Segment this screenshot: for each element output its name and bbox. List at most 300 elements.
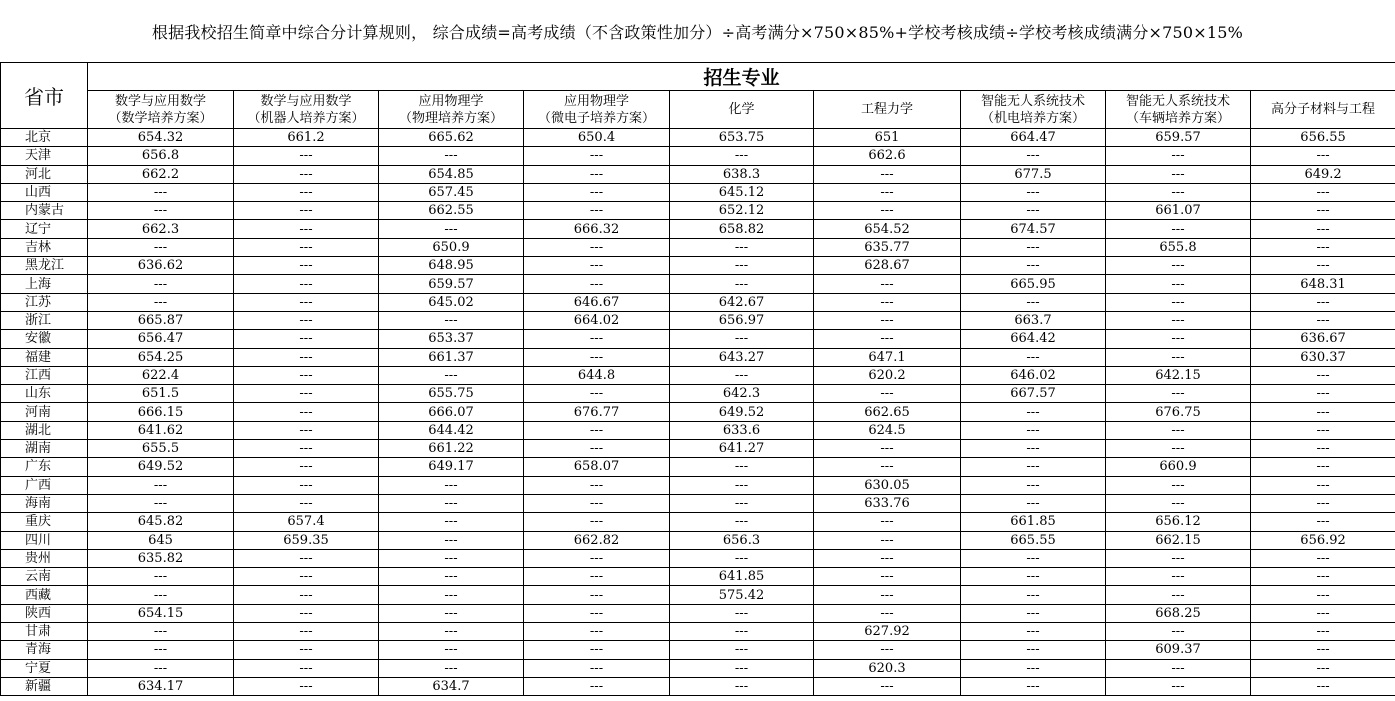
score-cell: 642.3	[670, 385, 814, 403]
score-cell: ---	[670, 147, 814, 165]
score-cell: 654.25	[88, 348, 234, 366]
score-cell: ---	[1251, 513, 1395, 531]
score-cell: ---	[234, 220, 379, 238]
score-cell: ---	[379, 549, 524, 567]
score-cell: ---	[524, 440, 670, 458]
column-header-line2: （物理培养方案）	[398, 110, 503, 126]
score-cell: ---	[234, 659, 379, 677]
province-cell: 新疆	[1, 677, 88, 695]
score-cell: 656.47	[88, 330, 234, 348]
score-cell: 677.5	[961, 165, 1106, 183]
score-cell: 661.85	[961, 513, 1106, 531]
table-row	[1, 421, 1395, 439]
column-header	[1106, 91, 1251, 129]
score-cell: 658.07	[524, 458, 670, 476]
score-cell: ---	[234, 183, 379, 201]
score-cell: 656.12	[1106, 513, 1251, 531]
score-cell: 665.55	[961, 531, 1106, 549]
score-cell: 649.2	[1251, 165, 1395, 183]
score-cell: ---	[88, 183, 234, 201]
score-cell: 665.95	[961, 275, 1106, 293]
score-cell: 628.67	[814, 257, 961, 275]
score-cell: ---	[814, 604, 961, 622]
score-cell: ---	[814, 440, 961, 458]
table-row	[1, 202, 1395, 220]
province-cell: 江西	[1, 366, 88, 384]
province-cell: 辽宁	[1, 220, 88, 238]
column-header-line1: 智能无人系统技术	[980, 93, 1085, 109]
score-cell: 653.75	[670, 129, 814, 147]
table-row	[1, 458, 1395, 476]
score-cell: ---	[1106, 586, 1251, 604]
score-cell: 662.55	[379, 202, 524, 220]
score-cell: ---	[670, 238, 814, 256]
province-cell: 湖北	[1, 421, 88, 439]
score-cell: ---	[234, 275, 379, 293]
province-cell: 重庆	[1, 513, 88, 531]
score-cell: ---	[1106, 494, 1251, 512]
score-cell: ---	[234, 641, 379, 659]
score-cell: 641.27	[670, 440, 814, 458]
table-row	[1, 385, 1395, 403]
score-cell: ---	[234, 348, 379, 366]
column-header-line1: 高分子材料与工程	[1271, 102, 1376, 117]
score-cell: ---	[1251, 220, 1395, 238]
score-cell: ---	[961, 568, 1106, 586]
province-cell: 云南	[1, 568, 88, 586]
score-cell: ---	[1106, 659, 1251, 677]
score-cell: ---	[670, 623, 814, 641]
score-cell: ---	[379, 147, 524, 165]
table-row	[1, 293, 1395, 311]
score-cell: ---	[88, 641, 234, 659]
score-cell: ---	[1251, 586, 1395, 604]
score-cell: 660.9	[1106, 458, 1251, 476]
score-cell: 635.77	[814, 238, 961, 256]
column-header-line1: 数学与应用数学	[260, 93, 352, 109]
score-cell: ---	[961, 348, 1106, 366]
score-cell: ---	[1251, 366, 1395, 384]
score-cell: 657.45	[379, 183, 524, 201]
score-cell: ---	[1106, 183, 1251, 201]
score-cell: ---	[234, 257, 379, 275]
score-cell: ---	[670, 257, 814, 275]
score-cell: ---	[234, 568, 379, 586]
score-cell: ---	[1106, 440, 1251, 458]
score-cell: ---	[524, 202, 670, 220]
score-cell: ---	[234, 385, 379, 403]
table-row	[1, 147, 1395, 165]
score-cell: ---	[1106, 311, 1251, 329]
province-cell: 贵州	[1, 549, 88, 567]
score-cell: ---	[670, 275, 814, 293]
score-cell: ---	[814, 549, 961, 567]
column-header-line2: （车辆培养方案）	[1125, 110, 1230, 126]
province-cell: 山西	[1, 183, 88, 201]
column-header	[670, 91, 814, 129]
table-row	[1, 220, 1395, 238]
score-cell: ---	[379, 220, 524, 238]
province-cell: 内蒙古	[1, 202, 88, 220]
score-cell: ---	[670, 330, 814, 348]
score-cell: 651.5	[88, 385, 234, 403]
score-cell: ---	[524, 330, 670, 348]
score-cell: ---	[524, 659, 670, 677]
score-cell: ---	[379, 366, 524, 384]
score-cell: 641.62	[88, 421, 234, 439]
score-cell: ---	[524, 238, 670, 256]
score-cell: 661.22	[379, 440, 524, 458]
score-cell: ---	[524, 568, 670, 586]
score-cell: ---	[88, 494, 234, 512]
score-cell: ---	[379, 476, 524, 494]
score-cell: ---	[1251, 568, 1395, 586]
score-cell: ---	[379, 513, 524, 531]
score-cell: 646.67	[524, 293, 670, 311]
score-cell: ---	[961, 183, 1106, 201]
table-row	[1, 586, 1395, 604]
score-cell: ---	[234, 549, 379, 567]
score-cell: ---	[379, 311, 524, 329]
score-cell: ---	[1251, 403, 1395, 421]
score-cell: 634.17	[88, 677, 234, 695]
column-header	[1251, 91, 1395, 129]
score-cell: ---	[1106, 421, 1251, 439]
score-cell: ---	[1106, 677, 1251, 695]
score-cell: ---	[1106, 385, 1251, 403]
score-cell: 659.57	[1106, 129, 1251, 147]
score-cell: ---	[88, 275, 234, 293]
province-cell: 安徽	[1, 330, 88, 348]
table-row	[1, 641, 1395, 659]
score-cell: 662.15	[1106, 531, 1251, 549]
score-cell: ---	[1251, 257, 1395, 275]
score-cell: ---	[234, 677, 379, 695]
score-cell: ---	[961, 659, 1106, 677]
score-cell: ---	[961, 238, 1106, 256]
score-cell: 644.42	[379, 421, 524, 439]
table-row	[1, 494, 1395, 512]
score-cell: 665.87	[88, 311, 234, 329]
score-cell: ---	[814, 677, 961, 695]
score-cell: 667.57	[961, 385, 1106, 403]
score-cell: ---	[814, 183, 961, 201]
score-cell: 641.85	[670, 568, 814, 586]
score-cell: ---	[1106, 220, 1251, 238]
score-cell: ---	[670, 494, 814, 512]
score-cell: 636.62	[88, 257, 234, 275]
column-header-line1: 数学与应用数学	[114, 93, 206, 109]
score-cell: ---	[1251, 202, 1395, 220]
score-cell: 642.67	[670, 293, 814, 311]
score-cell: ---	[234, 293, 379, 311]
score-cell: ---	[234, 147, 379, 165]
province-cell: 湖南	[1, 440, 88, 458]
score-cell: ---	[234, 165, 379, 183]
score-cell: ---	[1106, 348, 1251, 366]
province-cell: 宁夏	[1, 659, 88, 677]
score-cell: 620.2	[814, 366, 961, 384]
table-row	[1, 531, 1395, 549]
score-cell: ---	[1106, 293, 1251, 311]
column-header	[88, 91, 234, 129]
table-row	[1, 623, 1395, 641]
score-cell: 622.4	[88, 366, 234, 384]
score-cell: ---	[814, 293, 961, 311]
score-cell: ---	[524, 513, 670, 531]
province-cell: 上海	[1, 275, 88, 293]
score-cell: 656.3	[670, 531, 814, 549]
table-head	[1, 63, 1395, 129]
score-cell: 665.62	[379, 129, 524, 147]
score-cell: ---	[1251, 659, 1395, 677]
table-row	[1, 549, 1395, 567]
column-header	[961, 91, 1106, 129]
score-cell: ---	[524, 623, 670, 641]
column-header-line2: （微电子培养方案）	[537, 110, 655, 126]
table-row	[1, 330, 1395, 348]
score-cell: ---	[1251, 641, 1395, 659]
score-cell: ---	[814, 641, 961, 659]
score-cell: ---	[234, 476, 379, 494]
score-cell: 638.3	[670, 165, 814, 183]
column-header-row	[1, 91, 1395, 129]
score-cell: ---	[379, 623, 524, 641]
score-cell: ---	[814, 586, 961, 604]
score-cell: 651	[814, 129, 961, 147]
score-cell: 630.37	[1251, 348, 1395, 366]
score-cell: ---	[524, 165, 670, 183]
score-cell: ---	[524, 348, 670, 366]
score-cell: ---	[234, 366, 379, 384]
column-header-line1: 化学	[728, 102, 755, 117]
score-cell: ---	[88, 568, 234, 586]
table-row	[1, 440, 1395, 458]
score-cell: ---	[1106, 330, 1251, 348]
column-header	[814, 91, 961, 129]
score-cell: ---	[961, 403, 1106, 421]
score-cell: 643.27	[670, 348, 814, 366]
table-row	[1, 165, 1395, 183]
province-cell: 河南	[1, 403, 88, 421]
score-cell: 659.35	[234, 531, 379, 549]
score-cell: ---	[1251, 385, 1395, 403]
score-cell: 654.15	[88, 604, 234, 622]
score-cell: 662.6	[814, 147, 961, 165]
score-cell: ---	[1251, 549, 1395, 567]
score-cell: ---	[1106, 275, 1251, 293]
province-cell: 青海	[1, 641, 88, 659]
score-cell: ---	[961, 257, 1106, 275]
score-cell: 656.8	[88, 147, 234, 165]
score-cell: 666.07	[379, 403, 524, 421]
score-cell: ---	[814, 202, 961, 220]
score-cell: ---	[961, 641, 1106, 659]
score-cell: ---	[379, 531, 524, 549]
table-row	[1, 129, 1395, 147]
score-cell: 646.02	[961, 366, 1106, 384]
score-cell: 635.82	[88, 549, 234, 567]
province-cell: 山东	[1, 385, 88, 403]
score-cell: ---	[234, 623, 379, 641]
score-cell: ---	[1251, 623, 1395, 641]
province-cell: 河北	[1, 165, 88, 183]
score-cell: 644.8	[524, 366, 670, 384]
score-cell: 649.52	[88, 458, 234, 476]
score-cell: 664.42	[961, 330, 1106, 348]
score-cell: 668.25	[1106, 604, 1251, 622]
province-cell: 天津	[1, 147, 88, 165]
score-cell: ---	[961, 494, 1106, 512]
score-cell: ---	[670, 458, 814, 476]
score-cell: ---	[88, 202, 234, 220]
score-cell: ---	[670, 513, 814, 531]
score-cell: ---	[88, 293, 234, 311]
column-header	[524, 91, 670, 129]
score-cell: ---	[814, 458, 961, 476]
score-cell: ---	[234, 311, 379, 329]
province-cell: 北京	[1, 129, 88, 147]
province-cell: 广西	[1, 476, 88, 494]
score-cell: 630.05	[814, 476, 961, 494]
score-cell: ---	[961, 586, 1106, 604]
score-cell: 649.52	[670, 403, 814, 421]
score-cell: ---	[524, 183, 670, 201]
score-cell: ---	[379, 641, 524, 659]
province-header: 省市	[1, 63, 88, 129]
score-cell: ---	[1106, 476, 1251, 494]
score-cell: 654.52	[814, 220, 961, 238]
score-cell: ---	[1106, 147, 1251, 165]
admission-score-table	[0, 62, 1395, 696]
table-row	[1, 366, 1395, 384]
score-cell: ---	[1251, 458, 1395, 476]
score-cell: ---	[524, 586, 670, 604]
score-cell: 650.9	[379, 238, 524, 256]
score-cell: 633.76	[814, 494, 961, 512]
score-cell: ---	[234, 421, 379, 439]
score-cell: ---	[524, 257, 670, 275]
score-cell: ---	[1106, 165, 1251, 183]
score-cell: ---	[961, 147, 1106, 165]
formula-note: 根据我校招生简章中综合分计算规则， 综合成绩=高考成绩（不含政策性加分）÷高考满分×750×85%+学校考核成绩÷学校考核成绩满分×750×15%	[151, 22, 1244, 42]
score-cell: 676.75	[1106, 403, 1251, 421]
score-cell: ---	[88, 659, 234, 677]
score-cell: ---	[379, 659, 524, 677]
province-cell: 浙江	[1, 311, 88, 329]
score-cell: ---	[1106, 568, 1251, 586]
score-cell: ---	[961, 476, 1106, 494]
score-cell: 657.4	[234, 513, 379, 531]
table-row	[1, 311, 1395, 329]
province-cell: 广东	[1, 458, 88, 476]
score-cell: 659.57	[379, 275, 524, 293]
score-cell: 649.17	[379, 458, 524, 476]
table-row	[1, 403, 1395, 421]
score-cell: 666.32	[524, 220, 670, 238]
score-cell: ---	[379, 494, 524, 512]
score-cell: 661.2	[234, 129, 379, 147]
column-header-line2: （机器人培养方案）	[247, 110, 365, 126]
score-cell: ---	[961, 440, 1106, 458]
score-cell: ---	[234, 440, 379, 458]
score-cell: ---	[1251, 494, 1395, 512]
major-group-header: 招生专业	[88, 63, 1395, 91]
score-cell: ---	[814, 311, 961, 329]
score-cell: ---	[524, 677, 670, 695]
score-cell: ---	[234, 330, 379, 348]
score-cell: 676.77	[524, 403, 670, 421]
score-cell: ---	[1251, 677, 1395, 695]
table-row	[1, 348, 1395, 366]
score-cell: ---	[379, 586, 524, 604]
table-row	[1, 257, 1395, 275]
score-cell: 658.82	[670, 220, 814, 238]
column-header-line1: 应用物理学	[563, 93, 629, 109]
score-cell: ---	[524, 147, 670, 165]
score-cell: ---	[670, 677, 814, 695]
score-cell: ---	[670, 659, 814, 677]
score-cell: 645.82	[88, 513, 234, 531]
score-cell: ---	[234, 604, 379, 622]
score-cell: ---	[1106, 623, 1251, 641]
score-cell: ---	[814, 513, 961, 531]
score-cell: ---	[1106, 257, 1251, 275]
score-cell: ---	[1251, 440, 1395, 458]
score-cell: 661.07	[1106, 202, 1251, 220]
score-cell: 662.65	[814, 403, 961, 421]
score-cell: 648.95	[379, 257, 524, 275]
score-cell: ---	[814, 330, 961, 348]
score-cell: ---	[1251, 604, 1395, 622]
score-cell: ---	[1106, 549, 1251, 567]
table-row	[1, 659, 1395, 677]
province-cell: 江苏	[1, 293, 88, 311]
score-cell: 656.55	[1251, 129, 1395, 147]
score-cell: ---	[524, 494, 670, 512]
score-cell: 642.15	[1106, 366, 1251, 384]
score-cell: ---	[1251, 238, 1395, 256]
score-cell: ---	[814, 275, 961, 293]
score-cell: ---	[961, 604, 1106, 622]
score-cell: ---	[814, 385, 961, 403]
score-cell: ---	[670, 641, 814, 659]
score-cell: ---	[524, 604, 670, 622]
table-row	[1, 183, 1395, 201]
score-cell: 662.3	[88, 220, 234, 238]
table-row	[1, 677, 1395, 695]
score-cell: ---	[524, 421, 670, 439]
score-cell: ---	[814, 568, 961, 586]
score-cell: 652.12	[670, 202, 814, 220]
score-cell: ---	[88, 586, 234, 604]
table-row	[1, 238, 1395, 256]
score-cell: 575.42	[670, 586, 814, 604]
score-cell: ---	[234, 202, 379, 220]
column-header-line1: 工程力学	[860, 102, 913, 117]
score-cell: ---	[234, 494, 379, 512]
score-cell: 655.75	[379, 385, 524, 403]
column-header-line2: （机电培养方案）	[980, 110, 1085, 126]
score-cell: 624.5	[814, 421, 961, 439]
score-cell: 661.37	[379, 348, 524, 366]
score-cell: ---	[379, 604, 524, 622]
score-cell: ---	[670, 476, 814, 494]
table-row	[1, 476, 1395, 494]
score-cell: ---	[670, 604, 814, 622]
score-cell: 656.92	[1251, 531, 1395, 549]
score-cell: ---	[961, 458, 1106, 476]
